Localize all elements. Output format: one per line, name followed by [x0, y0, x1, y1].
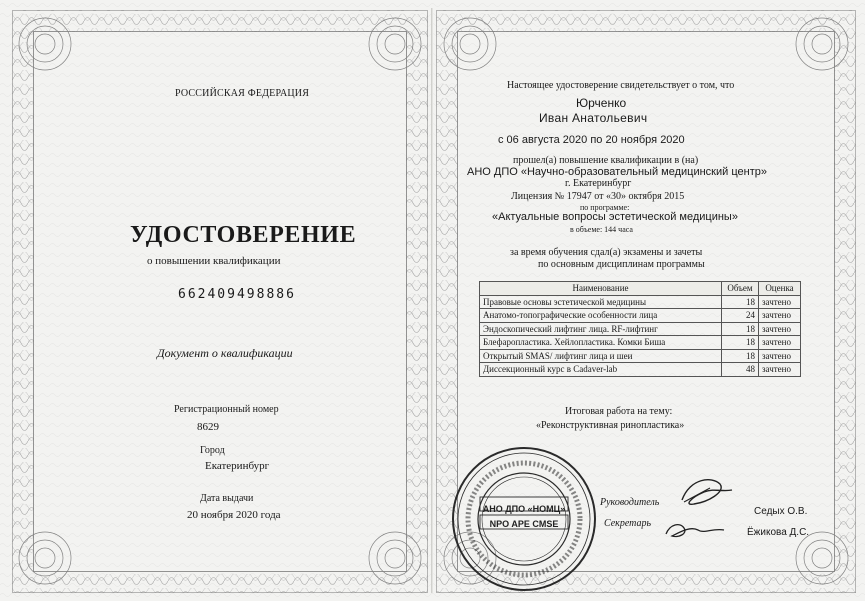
discipline-hours: 18: [722, 322, 759, 336]
handwritten-signatures: [650, 468, 750, 548]
passed-text: прошел(а) повышение квалификации в (на): [513, 155, 699, 166]
document-number: 662409498886: [178, 287, 296, 302]
discipline-grade: зачтено: [759, 322, 801, 336]
issue-date: 20 ноября 2020 года: [187, 509, 281, 521]
signature-role-director: Руководитель: [600, 497, 660, 508]
stamp-subtitle: NPO APE CMSE: [489, 519, 559, 529]
holder-given-names: Иван Анатольевич: [539, 111, 648, 125]
signature-role-secretary: Секретарь: [604, 518, 652, 529]
training-period: с 06 августа 2020 по 20 ноября 2020: [498, 134, 685, 146]
registration-label: Регистрационный номер: [174, 404, 279, 415]
license-info: Лицензия № 17947 от «30» октября 2015: [511, 191, 685, 202]
program-name: «Актуальные вопросы эстетической медицины»: [492, 211, 738, 223]
discipline-name: Блефаропластика. Хейлопластика. Комки Биша: [480, 336, 722, 350]
document-kind: Документ о квалификации: [157, 346, 293, 360]
discipline-hours: 18: [722, 295, 759, 309]
program-volume: в объеме: 144 часа: [570, 225, 633, 234]
discipline-grade: зачтено: [759, 309, 801, 323]
program-label: по программе:: [580, 203, 630, 212]
final-work-topic: «Реконструктивная ринопластика»: [536, 420, 685, 431]
discipline-name: Открытый SMAS/ лифтинг лица и шеи: [480, 349, 722, 363]
final-work-label: Итоговая работа на тему:: [565, 406, 673, 417]
discipline-name: Эндоскопический лифтинг лица. RF-лифтинг: [480, 322, 722, 336]
page-fold: [431, 8, 433, 593]
discipline-hours: 18: [722, 336, 759, 350]
document-subtitle: о повышении квалификации: [147, 255, 281, 267]
document-title: УДОСТОВЕРЕНИЕ: [130, 222, 357, 248]
discipline-hours: 48: [722, 363, 759, 377]
discipline-name: Диссекционный курс в Cadaver-lab: [480, 363, 722, 377]
issue-date-label: Дата выдачи: [200, 493, 254, 504]
discipline-grade: зачтено: [759, 363, 801, 377]
discipline-hours: 24: [722, 309, 759, 323]
exams-text-line2: по основным дисциплинам программы: [538, 259, 705, 270]
stamp-title: АНО ДПО «НОМЦ»: [482, 504, 566, 514]
disciplines-table: [479, 281, 801, 377]
table-header-row: [480, 282, 801, 296]
discipline-hours: 18: [722, 349, 759, 363]
table-row: [480, 309, 801, 323]
table-row: [480, 295, 801, 309]
column-header-grade: Оценка: [759, 282, 801, 296]
registration-number: 8629: [197, 421, 219, 433]
country-name: РОССИЙСКАЯ ФЕДЕРАЦИЯ: [175, 88, 310, 99]
holder-surname: Юрченко: [576, 96, 627, 110]
intro-text: Настоящее удостоверение свидетельствует о том, что: [507, 80, 735, 91]
discipline-name: Правовые основы эстетической медицины: [480, 295, 722, 309]
discipline-grade: зачтено: [759, 336, 801, 350]
table-row: [480, 349, 801, 363]
table-row: [480, 336, 801, 350]
discipline-grade: зачтено: [759, 295, 801, 309]
column-header-name: Наименование: [480, 282, 722, 296]
discipline-name: Анатомо-топографические особенности лица: [480, 309, 722, 323]
city-value: Екатеринбург: [205, 460, 270, 472]
discipline-grade: зачтено: [759, 349, 801, 363]
city-label: Город: [200, 445, 225, 456]
organization-name: АНО ДПО «Научно-образовательный медицинский центр»: [467, 166, 767, 178]
signature-name-secretary: Ёжикова Д.С.: [747, 527, 810, 538]
table-row: [480, 322, 801, 336]
table-row: [480, 363, 801, 377]
exams-text-line1: за время обучения сдал(а) экзамены и зачеты: [510, 247, 703, 258]
signature-name-director: Седых О.В.: [754, 506, 808, 517]
column-header-volume: Объем: [722, 282, 759, 296]
organization-city: г. Екатеринбург: [565, 178, 632, 189]
